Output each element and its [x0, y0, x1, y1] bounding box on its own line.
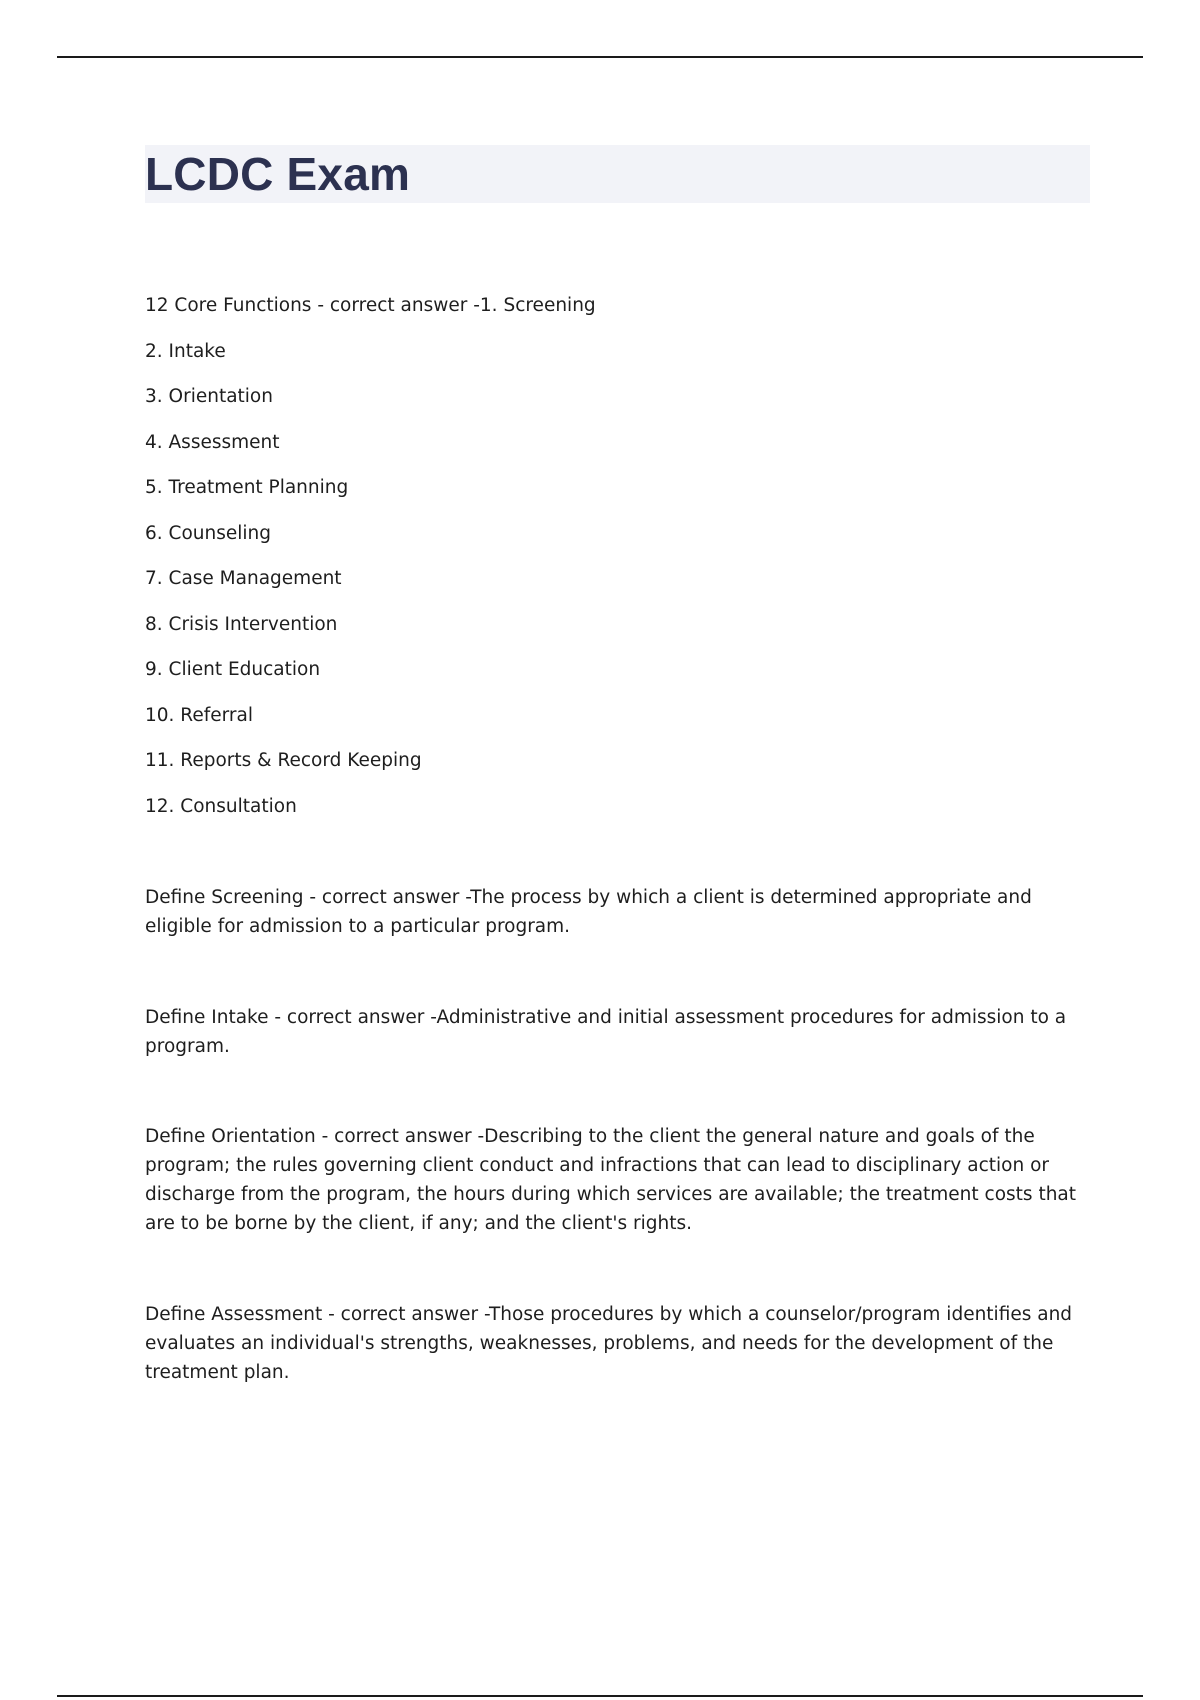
list-item: 2. Intake — [145, 340, 226, 362]
list-item: 3. Orientation — [145, 386, 273, 407]
definition-orientation: Define Orientation - correct answer -Describing to the client the general nature and goals of the program; the rules governing client conduct and infractions that can lead to disciplinary action or discharge from the program, the hours during which services are available; the treatment costs that are to be borne by the client, if any; and the client's rights. — [145, 1126, 1077, 1234]
definition-assessment: Define Assessment - correct answer -Those procedures by which a counselor/program identifies and evaluates an individual's strengths, weaknesses, problems, and needs for the development of the treatment plan. — [145, 1304, 1073, 1383]
list-item: 10. Referral — [145, 704, 253, 726]
top-divider — [57, 56, 1143, 58]
document-title: LCDC Exam — [145, 148, 411, 200]
list-item: 8. Crisis Intervention — [145, 613, 338, 635]
document-body — [145, 291, 1090, 1387]
list-item: 12. Consultation — [145, 795, 297, 817]
definition-intake: Define Intake - correct answer -Administrative and initial assessment procedures for admission to a program. — [145, 1007, 1067, 1057]
list-item: 12 Core Functions - correct answer -1. Screening — [145, 295, 596, 316]
list-item: 6. Counseling — [145, 522, 271, 544]
bottom-divider — [57, 1695, 1143, 1697]
list-item: 11. Reports & Record Keeping — [145, 750, 422, 771]
definition-screening: Define Screening - correct answer -The process by which a client is determined appropriate and eligible for admission to a particular program. — [145, 887, 1032, 937]
list-item: 4. Assessment — [145, 431, 280, 453]
list-item: 5. Treatment Planning — [145, 477, 349, 498]
list-item: 9. Client Education — [145, 659, 321, 680]
list-item: 7. Case Management — [145, 568, 342, 589]
core-functions-list — [145, 291, 1090, 837]
